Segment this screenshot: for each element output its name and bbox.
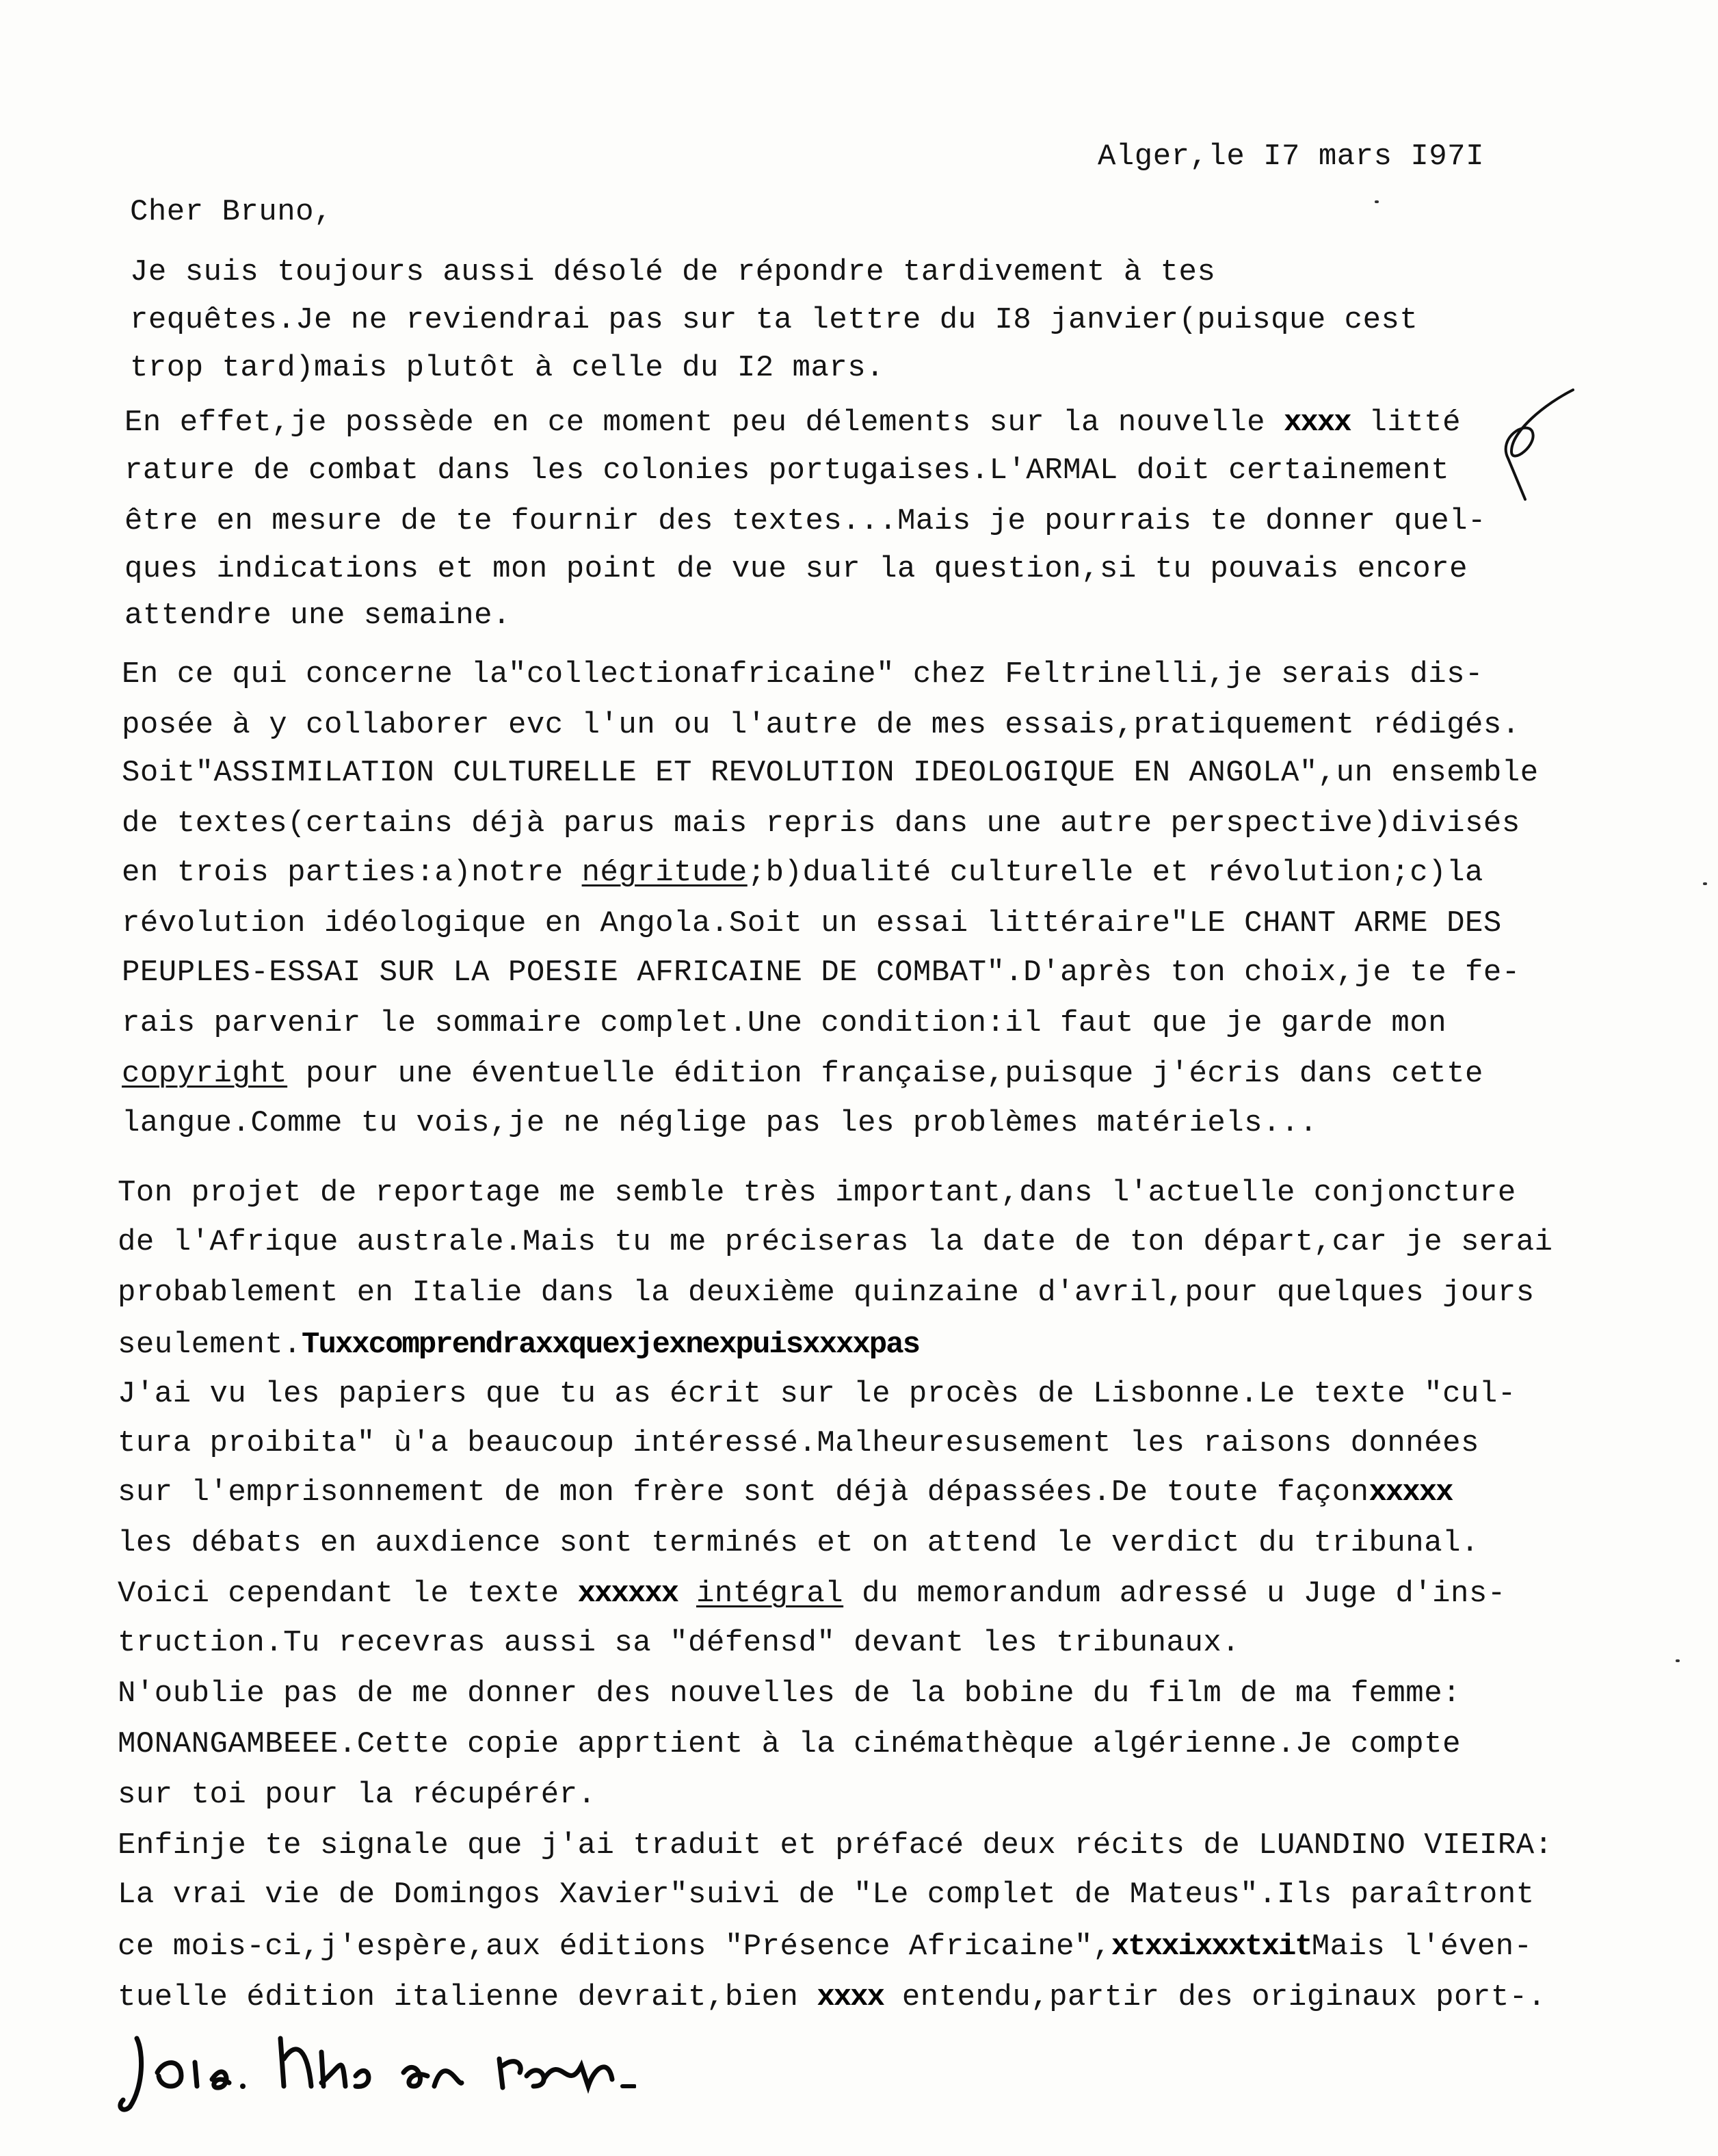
paper-speck xyxy=(1703,882,1707,885)
body-line: tura proibita" ù'a beaucoup intéressé.Malheuresusement les raisons données xyxy=(118,1426,1479,1460)
body-line: de textes(certains déjà parus mais repris dans une autre perspective)divisés xyxy=(122,806,1520,841)
body-line: Voici cependant le texte xxxxxx intégral du memorandum adressé u Juge d'ins- xyxy=(118,1577,1506,1611)
body-line: truction.Tu recevras aussi sa "défensd" devant les tribunaux. xyxy=(118,1626,1241,1660)
body-line: être en mesure de te fournir des textes...Mais je pourrais te donner quel- xyxy=(124,504,1486,538)
body-line: Ton projet de reportage me semble très important,dans l'actuelle conjoncture xyxy=(118,1176,1516,1210)
body-line: En ce qui concerne la"collectionafricaine" chez Feltrinelli,je serais dis- xyxy=(122,657,1483,692)
dateline: Alger,le I7 mars I97I xyxy=(1098,140,1484,174)
struck-text: xtxxixxxtxit xyxy=(1111,1930,1312,1964)
body-line: La vrai vie de Domingos Xavier"suivi de "Le complet de Mateus".Ils paraîtront xyxy=(118,1878,1535,1912)
struck-text: Tuxxcomprendraxxquexjexnexpuisxxxxpas xyxy=(302,1328,920,1362)
struck-text: xxxx xyxy=(1283,406,1351,440)
body-line: J'ai vu les papiers que tu as écrit sur le procès de Lisbonne.Le texte "cul- xyxy=(118,1377,1516,1411)
underlined-word: intégral xyxy=(696,1577,844,1611)
body-line: de l'Afrique australe.Mais tu me préciseras la date de ton départ,car je serai xyxy=(118,1225,1553,1259)
struck-text: xxxx xyxy=(817,1980,884,2014)
struck-text: xxxxx xyxy=(1369,1475,1453,1510)
salutation: Cher Bruno, xyxy=(130,195,332,229)
body-line: MONANGAMBEEE.Cette copie apprtient à la cinémathèque algérienne.Je compte xyxy=(118,1727,1462,1761)
paper-speck xyxy=(1375,200,1379,203)
underlined-word: négritude xyxy=(581,856,748,890)
body-line: rais parvenir le sommaire complet.Une condition:il faut que je garde mon xyxy=(122,1006,1447,1040)
body-line: En effet,je possède en ce moment peu délements sur la nouvelle xxxx litté xyxy=(124,406,1462,440)
body-line: requêtes.Je ne reviendrai pas sur ta lettre du I8 janvier(puisque cest xyxy=(130,303,1418,337)
body-line: Soit"ASSIMILATION CULTURELLE ET REVOLUTION IDEOLOGIQUE EN ANGOLA",un ensemble xyxy=(122,756,1539,790)
body-line: copyright pour une éventuelle édition française,puisque j'écris dans cette xyxy=(122,1057,1483,1091)
body-line: ques indications et mon point de vue sur la question,si tu pouvais encore xyxy=(124,552,1468,586)
body-line: posée à y collaborer evc l'un ou l'autre de mes essais,pratiquement rédigés. xyxy=(122,708,1520,742)
body-line: seulement.Tuxxcomprendraxxquexjexnexpuisxxxxpas xyxy=(118,1328,920,1362)
body-line: tuelle édition italienne devrait,bien xxxx entendu,partir des originaux port-. xyxy=(118,1980,1546,2014)
body-line: rature de combat dans les colonies portugaises.L'ARMAL doit certainement xyxy=(124,453,1450,488)
body-line: langue.Comme tu vois,je ne néglige pas les problèmes matériels... xyxy=(122,1106,1318,1140)
body-line: en trois parties:a)notre négritude;b)dualité culturelle et révolution;c)la xyxy=(122,856,1483,890)
body-line: attendre une semaine. xyxy=(124,599,511,633)
body-line: PEUPLES-ESSAI SUR LA POESIE AFRICAINE DE COMBAT".D'après ton choix,je te fe- xyxy=(122,956,1520,990)
body-line: N'oublie pas de me donner des nouvelles de la bobine du film de ma femme: xyxy=(118,1677,1462,1711)
body-line: sur l'emprisonnement de mon frère sont déjà dépassées.De toute façonxxxxx xyxy=(118,1475,1453,1510)
body-line: Je suis toujours aussi désolé de répondre tardivement à tes xyxy=(130,255,1216,289)
body-line: Enfinje te signale que j'ai traduit et préfacé deux récits de LUANDINO VIEIRA: xyxy=(118,1828,1553,1863)
body-line: révolution idéologique en Angola.Soit un essai littéraire"LE CHANT ARME DES xyxy=(122,906,1502,941)
body-line: probablement en Italie dans la deuxième quinzaine d'avril,pour quelques jours xyxy=(118,1276,1535,1310)
underlined-word: copyright xyxy=(122,1057,288,1091)
body-line: ce mois-ci,j'espère,aux éditions "Présence Africaine",xtxxixxxtxitMais l'éven- xyxy=(118,1930,1533,1964)
margin-bracket-mark xyxy=(1484,383,1580,506)
body-line: les débats en auxdience sont terminés et on attend le verdict du tribunal. xyxy=(118,1526,1479,1560)
handwritten-closing xyxy=(116,2011,636,2120)
struck-text: xxxxxx xyxy=(577,1577,678,1611)
body-line: sur toi pour la récupérér. xyxy=(118,1778,596,1812)
body-line: trop tard)mais plutôt à celle du I2 mars. xyxy=(130,351,885,385)
paper-speck xyxy=(1676,1659,1680,1662)
